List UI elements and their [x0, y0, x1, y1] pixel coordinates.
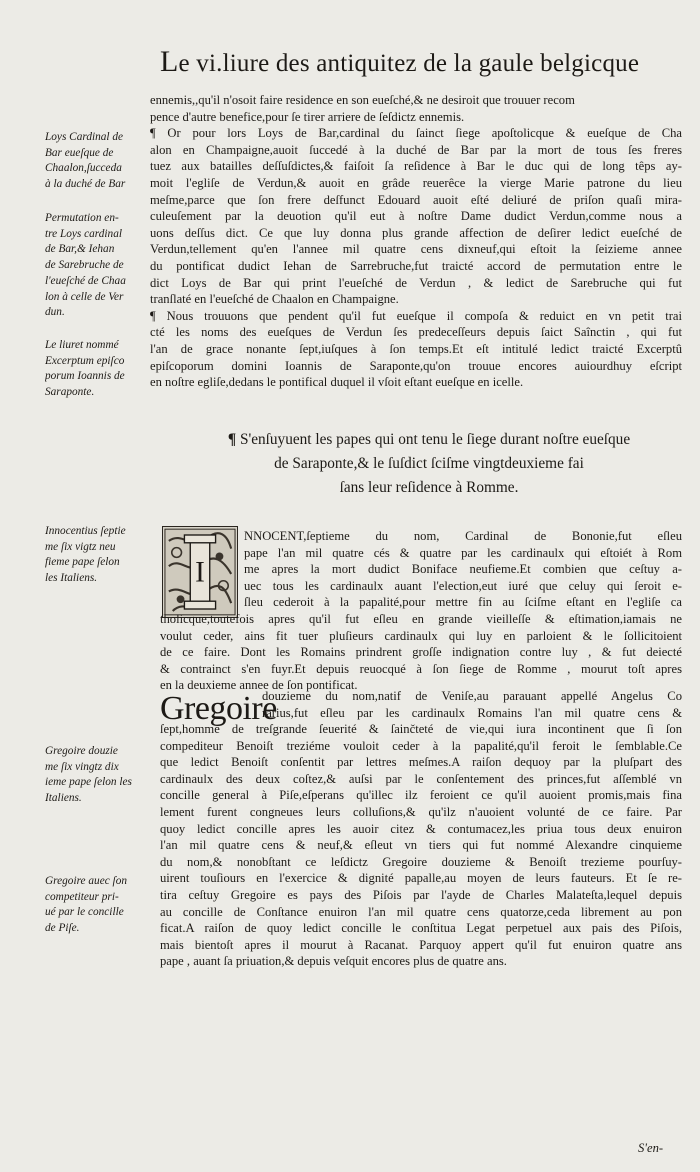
- margin-note-line: Chaalon,ſucceda: [45, 162, 122, 175]
- text-line: l'an mil quatre cens & neuf,& eſleut vn tiers qui fut nommé Alexandre cinquieme: [160, 838, 682, 853]
- heading-line: ſans leur reſidence à Romme.: [339, 479, 519, 496]
- text-line: uons deſſus dict. Ce que luy donna plus grande affection de deſirer ledict eueſché de: [150, 225, 682, 240]
- margin-note-line: Loys Cardinal de: [45, 131, 124, 143]
- margin-note-loys-cardinal: [45, 130, 157, 193]
- text-line: l'an de grace nonante ſept,iuſques à ſon temps.Et eſt intitulé ledict traicté Excerptû: [150, 341, 682, 356]
- margin-note-line: Innocentius ſeptie: [45, 525, 126, 537]
- heading-text: S'enſuyuent les papes qui ont tenu le ſiege durant noſtre eueſque: [239, 431, 631, 448]
- heading-line: [176, 428, 682, 452]
- margin-note-line: Gregoire douzie: [45, 745, 118, 757]
- text-line: culeuſement par la deuotion qu'il eut à noſtre Dame dudict Verdun,comme nous a: [150, 209, 682, 224]
- text-line: compediteur Benoiſt treziéme vouloit ceder à la papalité,qu'il feroit le ſemblable.Ce: [160, 738, 682, 753]
- margin-note-line: l'eueſché de Chaa: [45, 274, 126, 287]
- margin-note-line: competiteur pri-: [45, 890, 119, 903]
- text-line: ¶ Nous trouuons que pendent qu'il fut eueſque il compoſa & reduict en vn petit trai: [150, 308, 682, 323]
- text-line: douzieme du nom,natif de Veniſe,au parauant appellé Angelus Co: [262, 689, 682, 703]
- text-line: tranſlaté en l'eueſché de Chaalon en Champaigne.: [150, 292, 399, 307]
- margin-note-line: de Piſe.: [45, 922, 80, 935]
- text-line: ſleu cederoit à la papalité,pour mettre fin au ſciſme eſtant en l'egliſe ca: [244, 595, 682, 610]
- text-line: moit l'egliſe de Verdun,& auoit en grâde reuerêce la vierge Marie patrone du lieu: [150, 175, 682, 190]
- catchword: S'en-: [638, 1141, 664, 1155]
- text-line: concille general à Piſe,eſperans qu'illec ilz feroient ce qu'il auoient promis,mais fina: [160, 788, 682, 803]
- margin-note-line: de Bar,& Iehan: [45, 243, 115, 256]
- text-line: Verdun,tellement qu'en l'annee mil quatre cens dixneuf,qui eſtoit la ſeizieme annee: [150, 242, 682, 257]
- text-line: ſept,homme de treſgrande ſeuerité & ſainčteté de vie,qui iura incontinent que ſi ſon: [160, 722, 682, 736]
- running-head-text: e vi.liure des antiquitez de la gaule belgicque: [178, 50, 640, 77]
- margin-note-line: Excerptum epiſco: [45, 354, 125, 367]
- margin-note-line: Bar eueſque de: [45, 146, 114, 159]
- text-line: du pontificat dudict Iehan de Sarrebruche,fut traicté accord de permutation entre le: [150, 258, 682, 273]
- text-line: cardinaulx des deux coſtez,& auſsi par le conſentement des princes,fut aſſemblé vn: [160, 771, 682, 786]
- text-line: uec tous les cardinaulx auant l'election,eut iuré que celuy qui ſeroit e-: [244, 578, 682, 593]
- margin-note-permutation: [45, 211, 157, 321]
- text-line: que ledict Benoiſt conſentit par lettres meſmes.A raiſon dequoy par la pluſpart des: [160, 755, 682, 770]
- margin-note-line: à la duché de Bar: [45, 178, 126, 191]
- text-line: rarius,fut eſleu par les cardinaulx Romains l'an mil quatre cens &: [262, 705, 682, 720]
- margin-note-innocentius: [45, 524, 157, 587]
- text-line: uirent touſiours en l'exercice & dignité papalle,au moyen de leurs fauteurs. Et ſe re-: [160, 871, 682, 886]
- gregoire-text: [160, 721, 682, 970]
- text-line: NNOCENT,ſeptieme du nom, Cardinal de Bononie,fut eſleu: [244, 529, 682, 543]
- gregoire-initial-word: Gregoire: [160, 690, 277, 727]
- text-line: ennemis,,qu'il n'osoit faire residence en son eueſché,& ne desiroit que trouuer recom: [150, 93, 575, 107]
- text-line: pence d'autre benefice,pour ſe tirer arriere de ſeſdictz ennemis.: [150, 109, 465, 124]
- margin-note-line: les Italiens.: [45, 572, 98, 585]
- margin-note-line: lon à celle de Ver: [45, 290, 124, 303]
- text-line: au concille de Conſtance enuiron l'an mil quatre cens quatorze,ceda librement au pon: [160, 904, 682, 919]
- ornamental-initial-i-icon: [162, 526, 238, 618]
- text-line: du nom,& nonobſtant ce leſdictz Gregoire douzieme & Benoiſt trezieme pourſuy-: [160, 854, 682, 869]
- text-line: voulut ceder, ains fit tuer pluſieurs cardinaulx qui luy en parloient & le ſollicitoient: [160, 628, 682, 643]
- text-line: alon en Champaigne,auoit ſuccedé à la duché de Bar par la mort de tous ſes freres: [150, 142, 682, 157]
- heading-line: de Saraponte,& le ſuſdict ſciſme vingtdeuxieme fai: [274, 455, 584, 472]
- section-heading: [176, 428, 682, 500]
- margin-note-line: Italiens.: [45, 792, 82, 805]
- text-line: cté les noms des eueſques de Verdun ſes predeceſſeurs depuis ſaict Saînctin , qui fut: [150, 325, 682, 340]
- text-line: tira ceſtuy Gregoire es pays des Piſois par l'ayde de Charles Malateſta,lequel depuis: [160, 887, 682, 902]
- section-loys-de-bar: [150, 92, 682, 391]
- pilcrow-icon: ¶: [227, 431, 237, 448]
- margin-note-line: me ſix vingtz dix: [45, 760, 119, 773]
- margin-note-competiteur: [45, 874, 157, 937]
- drop-cap-letter: I: [195, 556, 205, 589]
- margin-note-line: ieme pape ſelon les: [45, 776, 132, 789]
- margin-note-line: tre Loys cardinal: [45, 227, 122, 240]
- text-line: meſme,parce que ſon frere deſfunct Edouard auoit eſté deliuré de priſon quaſi mira-: [150, 192, 682, 207]
- text-line: ficat.A raiſon de quoy ledict concille le conſtitua Legat perpetuel aux pais des Piſois,: [160, 921, 682, 936]
- margin-note-line: me ſix vigtz neu: [45, 540, 116, 553]
- text-line: de ce faire. Dont les Romains prindrent groſſe indignation contre luy , & fut deiecté: [160, 645, 682, 660]
- margin-note-line: fieme pape ſelon: [45, 556, 120, 569]
- margin-note-gregoire: [45, 744, 157, 807]
- margin-note-line: ué par le concille: [45, 906, 124, 919]
- text-line: epiſcoporum domini Ioannis de Saraponte,qu'on trouue encores auiourdhuy eſcript: [150, 358, 682, 373]
- margin-note-line: Gregoire auec ſon: [45, 875, 127, 887]
- margin-note-line: Permutation en-: [45, 212, 119, 224]
- text-line: pape l'an mil quatre cés & quatre par les cardinaulx qui eſtoiét à Rom: [244, 545, 682, 560]
- text-line: me apres la mort dudict Boniface neufieme.Et combien que ceſtuy a-: [244, 562, 682, 577]
- margin-note-line: dun.: [45, 306, 65, 319]
- text-line: lement furent congneues leurs colluſions,& qu'ilz n'auoient volunté de ce faire. Par: [160, 804, 682, 819]
- text-line: dict Loys de Bar qui print l'eueſché de Verdun , & ledict de Sarebruche qui fut: [150, 275, 682, 290]
- text-line: tuez aux batailles deſſuſdictes,& faiſoit ſa reſidence à Bar le duc qui de long têps ay-: [150, 159, 682, 174]
- text-line: & contrainct s'en fuyr.Et depuis reuocqué à ſon ſiege de Romme , mourut toſt apres: [160, 661, 682, 676]
- margin-note-liuret: [45, 338, 157, 401]
- innocent-text-beside-initial: [244, 528, 682, 611]
- gregoire-text-beside-word: [262, 688, 682, 721]
- margin-note-line: Le liuret nommé: [45, 339, 119, 351]
- text-line: pape , auant ſa priuation,& depuis veſquit encores plus de quatre ans.: [160, 954, 507, 969]
- text-line: quoy ledict concille apres les auoir citez & contumacez,les priua tous deux enuiron: [160, 821, 682, 836]
- running-head: [160, 46, 680, 80]
- innocent-text: [160, 611, 682, 694]
- margin-note-line: porum Ioannis de: [45, 370, 125, 383]
- text-line: ¶ Or pour lors Loys de Bar,cardinal du ſainct ſiege apoſtolicque & eueſque de Cha: [150, 126, 682, 141]
- text-line: tholicque,toutefois apres qu'il fut eſleu en grande vieilleſſe & eſtimation,iamais ne: [160, 612, 682, 626]
- text-line: mais bientoſt apres il mourut à Racanat. Parquoy appert qu'il fut enuiron quatre ans: [160, 937, 682, 952]
- margin-note-line: de Sarebruche de: [45, 259, 124, 272]
- text-line: en la deuxieme annee de ſon pontificat.: [160, 678, 358, 693]
- text-line: en noſtre egliſe,dedans le pontifical duquel il vſoit eſtant eueſque en icelle.: [150, 375, 524, 390]
- running-head-initial: L: [160, 45, 179, 78]
- margin-note-line: Saraponte.: [45, 386, 95, 399]
